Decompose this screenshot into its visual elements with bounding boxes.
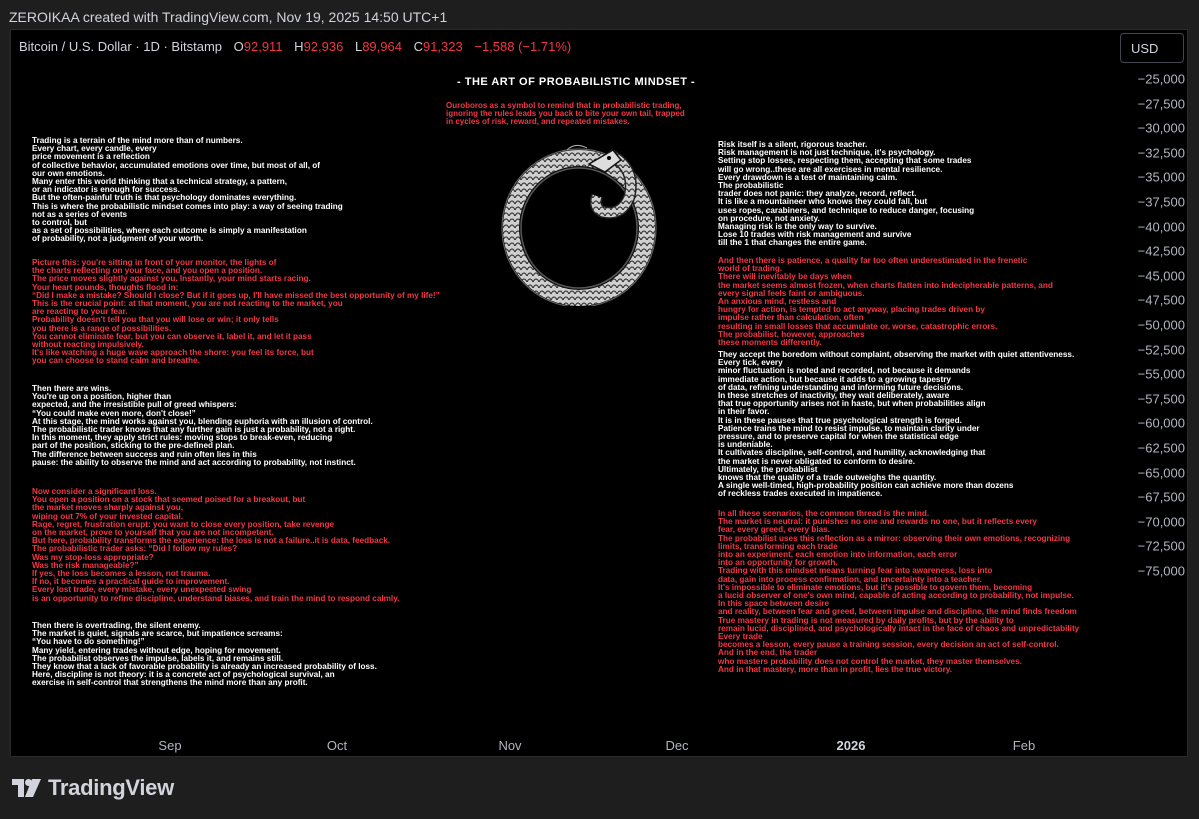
chart-area[interactable] — [10, 29, 1188, 757]
symbol-info — [19, 39, 571, 54]
time-axis-tick: Oct — [326, 738, 348, 753]
time-axis-tick: Sep — [158, 738, 182, 753]
price-axis-tick: −50,000 — [1137, 317, 1185, 333]
price-axis-tick: −32,500 — [1137, 145, 1185, 161]
price-axis-tick: −70,000 — [1137, 514, 1185, 530]
price-axis-tick: −45,000 — [1137, 268, 1185, 284]
low-value: 89,964 — [362, 39, 402, 54]
high-label: H — [294, 39, 304, 54]
tradingview-logo[interactable] — [12, 775, 174, 801]
left-block-4: Now consider a significant loss. You open a position on a stock that seemed poised for a breakout, but the market moves sharply against you, wiping out 7% of your invested capital. Rage, regret, frustration erupt: you want to close every position, take revenge on the market, prove to yourself that you are not incompetent. But here, probability transforms the experience: the loss is not a failure..it is data, feedback. The probabilistic trader asks: “Did I follow my rules? Was my stop-loss appropriate? Was the risk manageable?” If yes, the loss becomes a lesson, not trauma. If no, it becomes a practical guide to improvement. Every lost trade, every mistake, every unexpected swing is an opportunity to refine discipline, understand biases, and train the mind to respond calmly. — [32, 487, 400, 603]
price-axis-tick: −30,000 — [1137, 120, 1185, 136]
change-value: −1,588 (−1.71%) — [474, 39, 572, 54]
price-axis-tick: −47,500 — [1137, 292, 1185, 308]
ouroboros-icon — [497, 138, 663, 306]
price-axis-tick: −40,000 — [1137, 219, 1185, 235]
price-axis-tick: −62,500 — [1137, 440, 1185, 456]
price-axis-tick: −55,000 — [1137, 366, 1185, 382]
annotation-subtitle — [446, 102, 736, 127]
tradingview-logo-icon — [12, 779, 42, 797]
left-block-1: Trading is a terrain of the mind more than of numbers. Every chart, every candle, every price movement is a reflection of collective behavior, accumulated emotions over time, but most of all, of our own emotions. Many enter this world thinking that a technical strategy, a pattern, or an indicator is enough for success. But the often-painful truth is that psychology dominates everything. This is where the probabilistic mindset comes into play: a way of seeing trading not as a series of events to control, but as a set of possibilities, where each outcome is simply a manifestation of probability, not a judgment of your worth. — [32, 136, 343, 244]
price-axis[interactable] — [1119, 30, 1187, 757]
right-block-3: They accept the boredom without complaint, observing the market with quiet attentiveness. Every tick, every minor fluctuation is noted and recorded, not because it demands immediate action, but because it adds to a growing tapestry of data, refining understanding and informing future decisions. In these stretches of inactivity, they wait deliberately, aware that true opportunity arises not in haste, but when probabilities align in their favor. It is in these pauses that true psychological strength is forged. Patience trains the mind to resist impulse, to maintain clarity under pressure, and to preserve capital for when the statistical edge is undeniable. It cultivates discipline, self-control, and humility, acknowledging that the market is never obligated to conform to desire. Ultimately, the probabilist knows that the quality of a trade outweighs the quantity. A single well-timed, high-probability position can achieve more than dozens of reckless trades executed in impatience. — [718, 350, 1075, 499]
symbol-name[interactable]: Bitcoin / U.S. Dollar · 1D · Bitstamp — [19, 39, 222, 54]
open-label: O — [233, 39, 244, 54]
price-axis-tick: −25,000 — [1137, 71, 1185, 87]
price-axis-tick: −27,500 — [1137, 96, 1185, 112]
high-value: 92,936 — [303, 39, 344, 54]
close-value: 91,323 — [422, 39, 463, 54]
time-axis-tick: Dec — [665, 738, 689, 753]
right-block-4: In all these scenarios, the common thread is the mind. The market is neutral: it punishes no one and rewards no one, but it reflects every fear, every greed, every bias. The probabilist uses this reflection as a mirror: observing their own emotions, recognizing limits, transforming each trade into an experiment, each emotion into information, each error into an opportunity for growth. Trading with this mindset means turning fear into awareness, loss into data, gain into process confirmation, and uncertainty into a teacher. It's impossible to eliminate emotions, but it's possible to govern them, becoming a lucid observer of one's own mind, capable of acting according to probability, not impulse. In this space between desire and reality, between fear and greed, between impulse and discipline, the mind finds freedom True mastery in trading is not measured by daily profits, but by the ability to remain lucid, disciplined, and psychologically intact in the face of chaos and unpredictability Every trade becomes a lesson, every pause a training session, every decision an act of self-control. And in the end, the trader who masters probability does not control the market, they master themselves. And in that mastery, more than in profit, lies the true victory. — [718, 509, 1080, 674]
right-block-2: And then there is patience, a quality far too often underestimated in the frenetic world of trading. There will inevitably be days when the market seems almost frozen, when charts flatten into indecipherable patterns, and every signal feels faint or ambiguous. An anxious mind, restless and hungry for action, is tempted to act anyway, placing trades driven by impulse rather than calculation, often resulting in small losses that accumulate or, worse, catastrophic errors. The probabilist, however, approaches these moments differently. — [718, 256, 1053, 348]
currency-button[interactable]: USD — [1120, 33, 1184, 63]
left-block-2: Picture this: you're sitting in front of your monitor, the lights of the charts reflecting on your face, and you open a position. The price moves slightly against you. Instantly, your mind starts racing. Your heart pounds, thoughts flood in: “Did I make a mistake? Should I close? But if it goes up, I'll have missed the best opportunity of my life!” This is the crucial point: at that moment, you are not reacting to the market, you are reacting to your fear. Probability doesn't tell you that you will lose or win; it only tells you there is a range of possibilities. You cannot eliminate fear, but you can observe it, label it, and let it pass without reacting impulsively. It's like watching a huge wave approach the shore: you feel its force, but you can choose to stand calm and breathe. — [32, 258, 440, 366]
price-axis-tick: −60,000 — [1137, 415, 1185, 431]
price-axis-tick: −65,000 — [1137, 465, 1185, 481]
right-block-1: Risk itself is a silent, rigorous teacher. Risk management is not just technique, it's psychology. Setting stop losses, respecting them, accepting that some trades will go wrong..these are all exercises in mental resilience. Every drawdown is a test of maintaining calm. The probabilistic trader does not panic: they analyze, record, reflect. It is like a mountaineer who knows they could fall, but uses ropes, carabiners, and technique to reduce danger, focusing on procedure, not anxiety. Managing risk is the only way to survive. Lose 10 trades with risk management and survive till the 1 that changes the entire game. — [718, 140, 975, 248]
price-axis-tick: −35,000 — [1137, 169, 1185, 185]
price-axis-tick: −57,500 — [1137, 391, 1185, 407]
low-label: L — [354, 39, 363, 54]
price-axis-tick: −72,500 — [1137, 538, 1185, 554]
close-label: C — [413, 39, 423, 54]
subtitle-text: Ouroboros as a symbol to remind that in probabilistic trading, ignoring the rules leads you back to bite your own tail, trapped in cycles of risk, reward, and repeated mistakes. — [446, 101, 685, 127]
price-axis-tick: −52,500 — [1137, 342, 1185, 358]
chart-caption: ZEROIKAA created with TradingView.com, Nov 19, 2025 14:50 UTC+1 — [9, 9, 448, 25]
price-axis-tick: −75,000 — [1137, 563, 1185, 579]
time-axis-tick: Nov — [498, 738, 522, 753]
price-axis-tick: −67,500 — [1137, 489, 1185, 505]
annotation-title: - THE ART OF PROBABILISTIC MINDSET - — [457, 76, 696, 88]
left-block-3: Then there are wins. You're up on a position, higher than expected, and the irresistible pull of greed whispers: “You could make even more, don't close!” At this stage, the mind works against you, blending euphoria with an illusion of control. The probabilistic trader knows that any further gain is just a probability, not a right. In this moment, they apply strict rules: moving stops to break-even, reducing part of the position, sticking to the pre-defined plan. The difference between success and ruin often lies in this pause: the ability to observe the mind and act according to probability, not instinct. — [32, 384, 373, 467]
time-axis-tick: 2026 — [836, 738, 866, 753]
time-axis-tick: Feb — [1012, 738, 1036, 753]
price-axis-tick: −42,500 — [1137, 243, 1185, 259]
price-axis-tick: −37,500 — [1137, 194, 1185, 210]
tradingview-logo-text: TradingView — [48, 775, 174, 800]
open-value: 92,911 — [243, 39, 283, 54]
left-block-5: Then there is overtrading, the silent enemy. The market is quiet, signals are scarce, but impatience screams: “You have to do something!” Many yield, entering trades without edge, hoping for movement. The probabilist observes the impulse, labels it, and remains still. They know that a lack of favorable probability is already an increased probability of loss. Here, discipline is not theory: it is a concrete act of psychological survival, an exercise in self-control that strengthens the mind more than any profit. — [32, 621, 377, 688]
time-axis[interactable] — [11, 730, 1111, 757]
